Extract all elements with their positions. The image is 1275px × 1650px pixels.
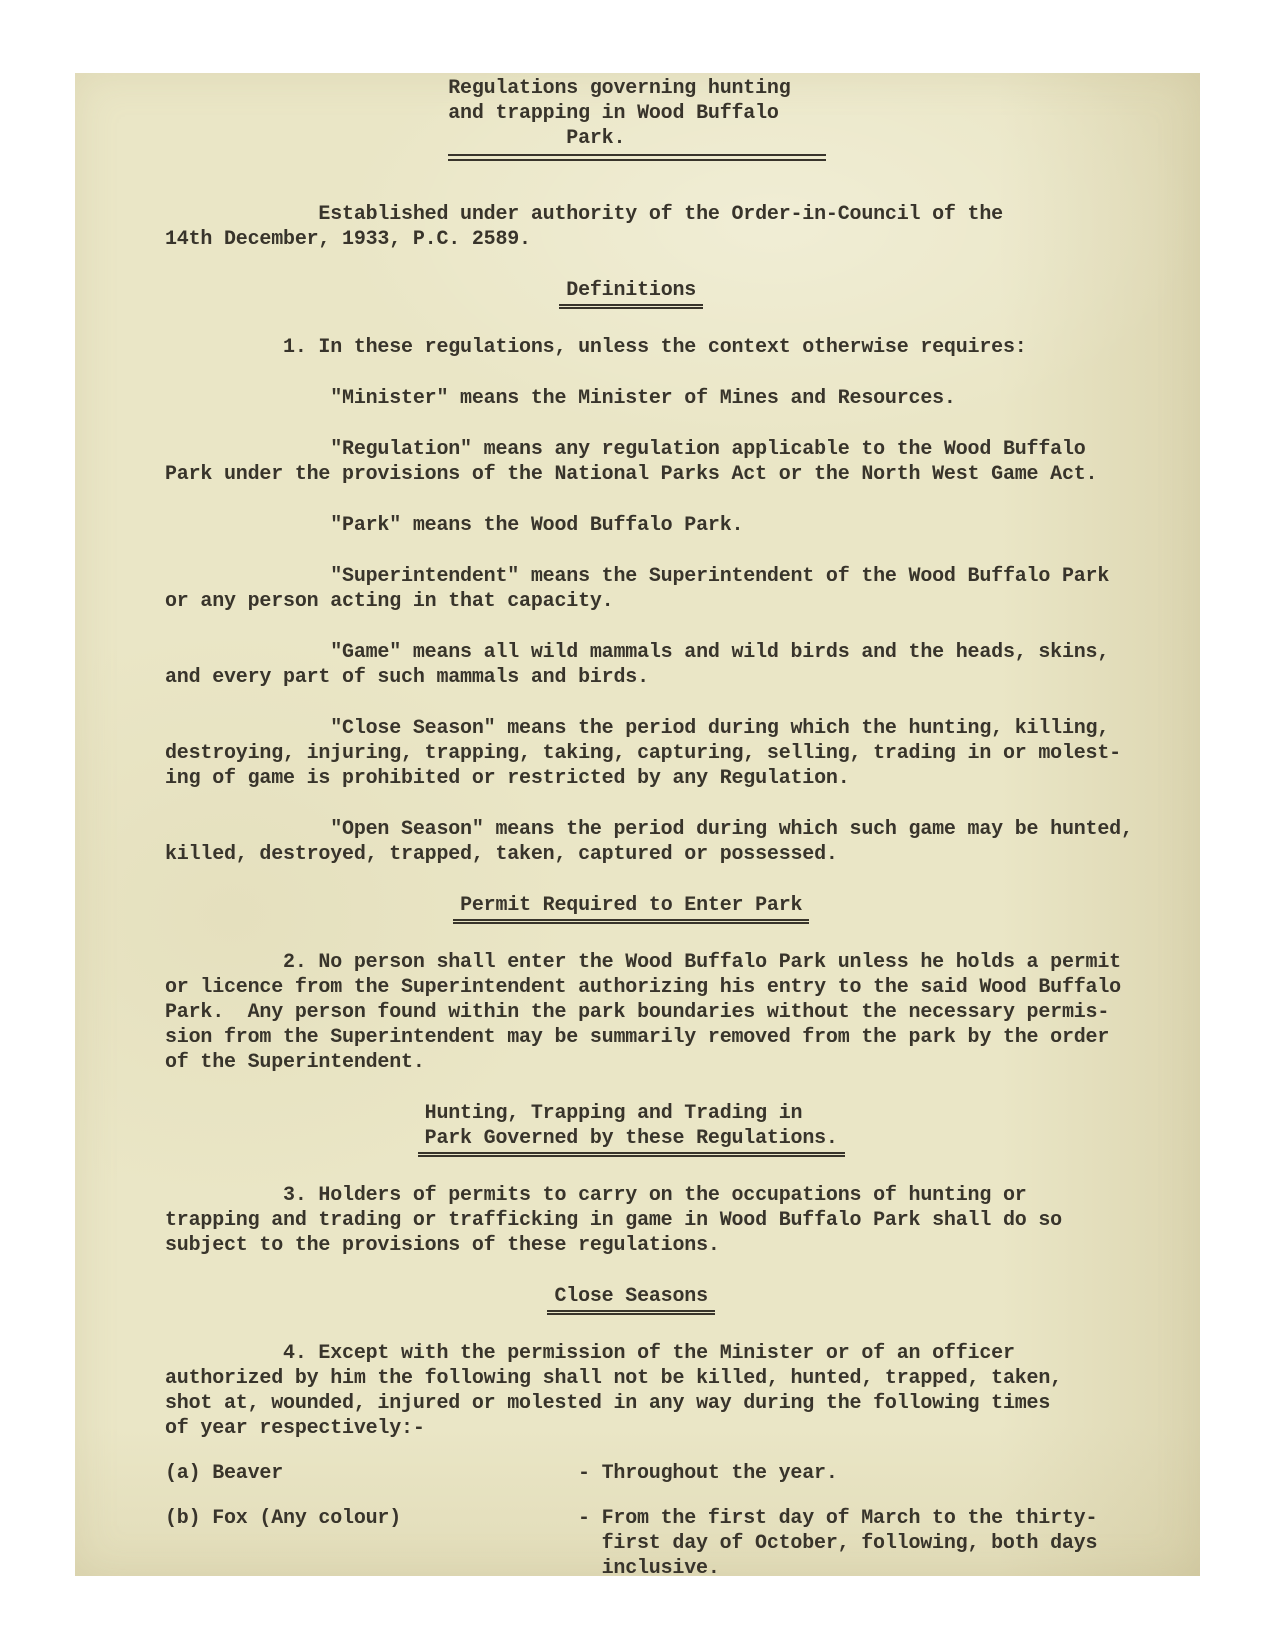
- paragraph-line: trapping and trading or trafficking in game in Wood Buffalo Park shall do so: [165, 1209, 1062, 1232]
- section-heading: Close Seasons: [547, 1284, 714, 1315]
- paragraph-line: of year respectively:-: [165, 1417, 425, 1440]
- paragraph-line: Park. Any person found within the park boundaries without the necessary permis-: [165, 1001, 1110, 1024]
- section-heading: Hunting, Trapping and Trading in: [424, 1102, 803, 1125]
- title-underline-rule: [448, 154, 826, 161]
- section-heading-line: [165, 1284, 1187, 1315]
- paragraph-line: killed, destroyed, trapped, taken, captured or possessed.: [165, 843, 838, 866]
- list-item-line: - Throughout the year.: [578, 1462, 838, 1485]
- paragraph-line: ing of game is prohibited or restricted by any Regulation.: [165, 767, 850, 790]
- paragraph: [165, 716, 1187, 791]
- paragraph-line: sion from the Superintendent may be summarily removed from the park by the order: [165, 1026, 1110, 1049]
- section-heading-line: [165, 278, 1187, 309]
- section-heading-line: [165, 1101, 1187, 1126]
- section-heading-block: [165, 278, 1187, 309]
- section-heading-block: [165, 893, 1187, 924]
- list-item-line: - From the first day of March to the thirty-: [578, 1507, 1098, 1530]
- paragraph-line: "Superintendent" means the Superintendent of the Wood Buffalo Park: [165, 565, 1110, 588]
- section-heading-block: [165, 1284, 1187, 1315]
- list-item-label: (b) Fox (Any colour): [165, 1507, 402, 1530]
- paragraph-line: "Open Season" means the period during which such game may be hunted,: [165, 818, 1133, 841]
- paragraph: [165, 386, 1187, 411]
- paragraph: [165, 1183, 1187, 1258]
- paragraph-line: 1. In these regulations, unless the context otherwise requires:: [165, 336, 1027, 359]
- document-title: [165, 76, 1187, 161]
- close-season-item: [165, 1461, 1187, 1486]
- paragraph-line: authorized by him the following shall not be killed, hunted, trapped, taken,: [165, 1367, 1062, 1390]
- paragraph: [165, 1341, 1187, 1441]
- paragraph-line: 3. Holders of permits to carry on the occupations of hunting or: [165, 1184, 1027, 1207]
- section-heading: Definitions: [559, 278, 703, 309]
- paragraph-line: 14th December, 1933, P.C. 2589.: [165, 228, 531, 251]
- document-content: [165, 76, 1187, 1581]
- paragraph-line: 2. No person shall enter the Wood Buffalo Park unless he holds a permit: [165, 951, 1121, 974]
- paragraph: [165, 950, 1187, 1075]
- document-title-line: Park.: [165, 127, 626, 150]
- paragraph-line: or any person acting in that capacity.: [165, 590, 614, 613]
- list-item-line: first day of October, following, both days: [578, 1532, 1098, 1555]
- paragraph: [165, 202, 1187, 252]
- list-item-label: (a) Beaver: [165, 1462, 284, 1485]
- section-heading: Park Governed by these Regulations.: [418, 1126, 845, 1157]
- list-item-line: inclusive.: [578, 1557, 720, 1580]
- paragraph-line: "Close Season" means the period during which the hunting, killing,: [165, 717, 1110, 740]
- paragraph: [165, 640, 1187, 690]
- paragraph-line: "Regulation" means any regulation applicable to the Wood Buffalo: [165, 438, 1086, 461]
- paragraph: [165, 513, 1187, 538]
- close-season-item: [165, 1506, 1187, 1581]
- document-title-line: Regulations governing hunting: [165, 77, 791, 100]
- paragraph-line: Established under authority of the Order-in-Council of the: [165, 203, 1003, 226]
- scanned-page: [75, 73, 1200, 1580]
- paragraph-line: 4. Except with the permission of the Minister or of an officer: [165, 1342, 1015, 1365]
- paragraph-line: subject to the provisions of these regulations.: [165, 1234, 720, 1257]
- paragraph-line: shot at, wounded, injured or molested in any way during the following times: [165, 1392, 1051, 1415]
- paragraph-line: "Game" means all wild mammals and wild birds and the heads, skins,: [165, 641, 1110, 664]
- paragraph-line: Park under the provisions of the National Parks Act or the North West Game Act.: [165, 463, 1098, 486]
- paragraph-line: or licence from the Superintendent authorizing his entry to the said Wood Buffalo: [165, 976, 1121, 999]
- paragraph: [165, 817, 1187, 867]
- section-heading-line: [165, 1126, 1187, 1157]
- paragraph-line: "Minister" means the Minister of Mines and Resources.: [165, 387, 956, 410]
- paragraph: [165, 437, 1187, 487]
- paragraph-line: of the Superintendent.: [165, 1051, 425, 1074]
- section-heading-block: [165, 1101, 1187, 1157]
- list-item-text: [578, 1506, 1097, 1581]
- section-heading-line: [165, 893, 1187, 924]
- paragraph-line: and every part of such mammals and birds.: [165, 666, 649, 689]
- section-heading: Permit Required to Enter Park: [453, 893, 809, 924]
- document-title-line: and trapping in Wood Buffalo: [165, 102, 779, 125]
- paragraph-line: "Park" means the Wood Buffalo Park.: [165, 514, 744, 537]
- paragraph-line: destroying, injuring, trapping, taking, capturing, selling, trading in or molest-: [165, 742, 1121, 765]
- list-item-text: [578, 1461, 838, 1486]
- paragraph: [165, 564, 1187, 614]
- paragraph: [165, 335, 1187, 360]
